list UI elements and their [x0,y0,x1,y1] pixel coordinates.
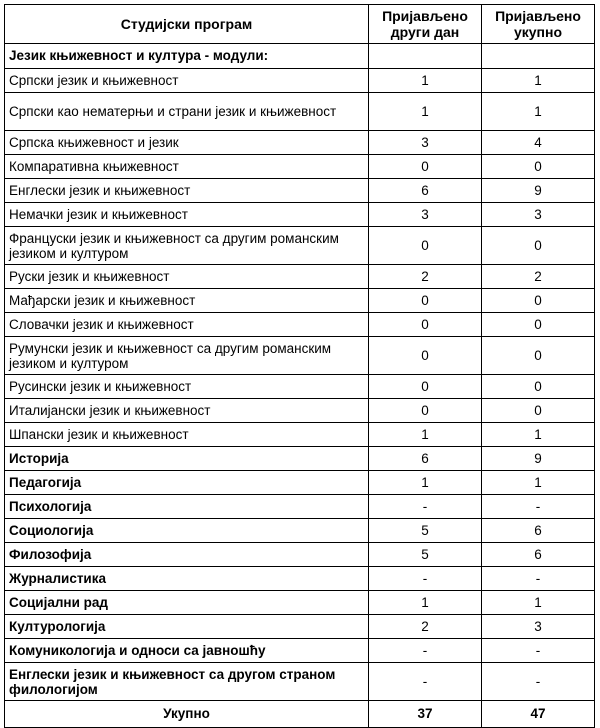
total-cell: - [482,639,595,663]
program-name-cell: Српски језик и књижевност [5,69,369,93]
program-name-cell: Српска књижевност и језик [5,131,369,155]
second-day-cell: 1 [369,423,482,447]
total-cell: 0 [482,313,595,337]
program-name-cell: Педагогија [5,471,369,495]
second-day-cell: 6 [369,447,482,471]
total-cell: 6 [482,543,595,567]
total-cell: 4 [482,131,595,155]
second-day-cell: - [369,495,482,519]
table-row [5,519,595,543]
table-row [5,203,595,227]
program-name-cell: Мађарски језик и књижевност [5,289,369,313]
section-empty-cell [482,44,595,69]
total-cell: 3 [482,203,595,227]
total-cell: 1 [482,471,595,495]
second-day-cell: 2 [369,265,482,289]
second-day-cell: 0 [369,155,482,179]
total-cell: 0 [482,399,595,423]
table-row [5,423,595,447]
total-cell: 1 [482,93,595,131]
total-cell: 1 [482,69,595,93]
program-name-cell: Словачки језик и књижевност [5,313,369,337]
second-day-cell: - [369,639,482,663]
second-day-cell: 1 [369,93,482,131]
program-name-cell: Руски језик и књижевност [5,265,369,289]
total-cell: 1 [482,423,595,447]
program-name-cell: Српски као нематерњи и страни језик и књижевност [5,93,369,131]
total-cell: 2 [482,265,595,289]
program-name-cell: Културологија [5,615,369,639]
total-cell: 9 [482,447,595,471]
program-name-cell: Енглески језик и књижевност са другом страном филологијом [5,663,369,701]
table-row [5,337,595,375]
program-name-cell: Историја [5,447,369,471]
header-program: Студијски програм [5,5,369,44]
second-day-cell: 5 [369,543,482,567]
total-cell: 0 [482,375,595,399]
table-row [5,155,595,179]
table-row [5,131,595,155]
header-row [5,5,595,44]
second-day-cell: 6 [369,179,482,203]
header-total: Пријављено укупно [482,5,595,44]
total-cell: 0 [482,155,595,179]
table-row [5,591,595,615]
program-name-cell: Француски језик и књижевност са другим романским језиком и културом [5,227,369,265]
second-day-cell: 1 [369,471,482,495]
second-day-cell: - [369,663,482,701]
total-cell: 3 [482,615,595,639]
total-cell: 9 [482,179,595,203]
total-all: 47 [482,701,595,728]
table-row [5,289,595,313]
table-row [5,265,595,289]
total-cell: 0 [482,289,595,313]
program-name-cell: Психологија [5,495,369,519]
table-row [5,399,595,423]
program-name-cell: Журналистика [5,567,369,591]
second-day-cell: 0 [369,313,482,337]
program-name-cell: Русински језик и књижевност [5,375,369,399]
total-second-day: 37 [369,701,482,728]
second-day-cell: 5 [369,519,482,543]
second-day-cell: 3 [369,203,482,227]
second-day-cell: 0 [369,399,482,423]
section-empty-cell [369,44,482,69]
table-row [5,471,595,495]
second-day-cell: 0 [369,227,482,265]
table-row [5,663,595,701]
second-day-cell: 0 [369,289,482,313]
total-cell: - [482,495,595,519]
table-row [5,375,595,399]
second-day-cell: 2 [369,615,482,639]
program-name-cell: Социјални рад [5,591,369,615]
second-day-cell: - [369,567,482,591]
table-row [5,567,595,591]
table-row [5,447,595,471]
table-row [5,639,595,663]
second-day-cell: 1 [369,591,482,615]
program-name-cell: Румунски језик и књижевност са другим романским језиком и културом [5,337,369,375]
table-row [5,543,595,567]
total-cell: - [482,567,595,591]
program-name-cell: Италијански језик и књижевност [5,399,369,423]
section-title: Језик књижевност и култура - модули: [5,44,369,69]
program-name-cell: Филозофија [5,543,369,567]
total-label: Укупно [5,701,369,728]
second-day-cell: 3 [369,131,482,155]
program-name-cell: Шпански језик и књижевност [5,423,369,447]
second-day-cell: 0 [369,375,482,399]
header-second-day: Пријављено други дан [369,5,482,44]
second-day-cell: 1 [369,69,482,93]
total-cell: 0 [482,227,595,265]
enrollment-table [4,4,595,728]
section-row [5,44,595,69]
table-row [5,179,595,203]
table-row [5,69,595,93]
program-name-cell: Енглески језик и књижевност [5,179,369,203]
program-name-cell: Компаративна књижевност [5,155,369,179]
table-row [5,93,595,131]
table-row [5,495,595,519]
table-row [5,313,595,337]
program-name-cell: Социологија [5,519,369,543]
table-row [5,615,595,639]
total-cell: 1 [482,591,595,615]
table-row [5,227,595,265]
total-row [5,701,595,728]
program-name-cell: Комуникологија и односи са јавношћу [5,639,369,663]
second-day-cell: 0 [369,337,482,375]
total-cell: 0 [482,337,595,375]
total-cell: - [482,663,595,701]
total-cell: 6 [482,519,595,543]
program-name-cell: Немачки језик и књижевност [5,203,369,227]
